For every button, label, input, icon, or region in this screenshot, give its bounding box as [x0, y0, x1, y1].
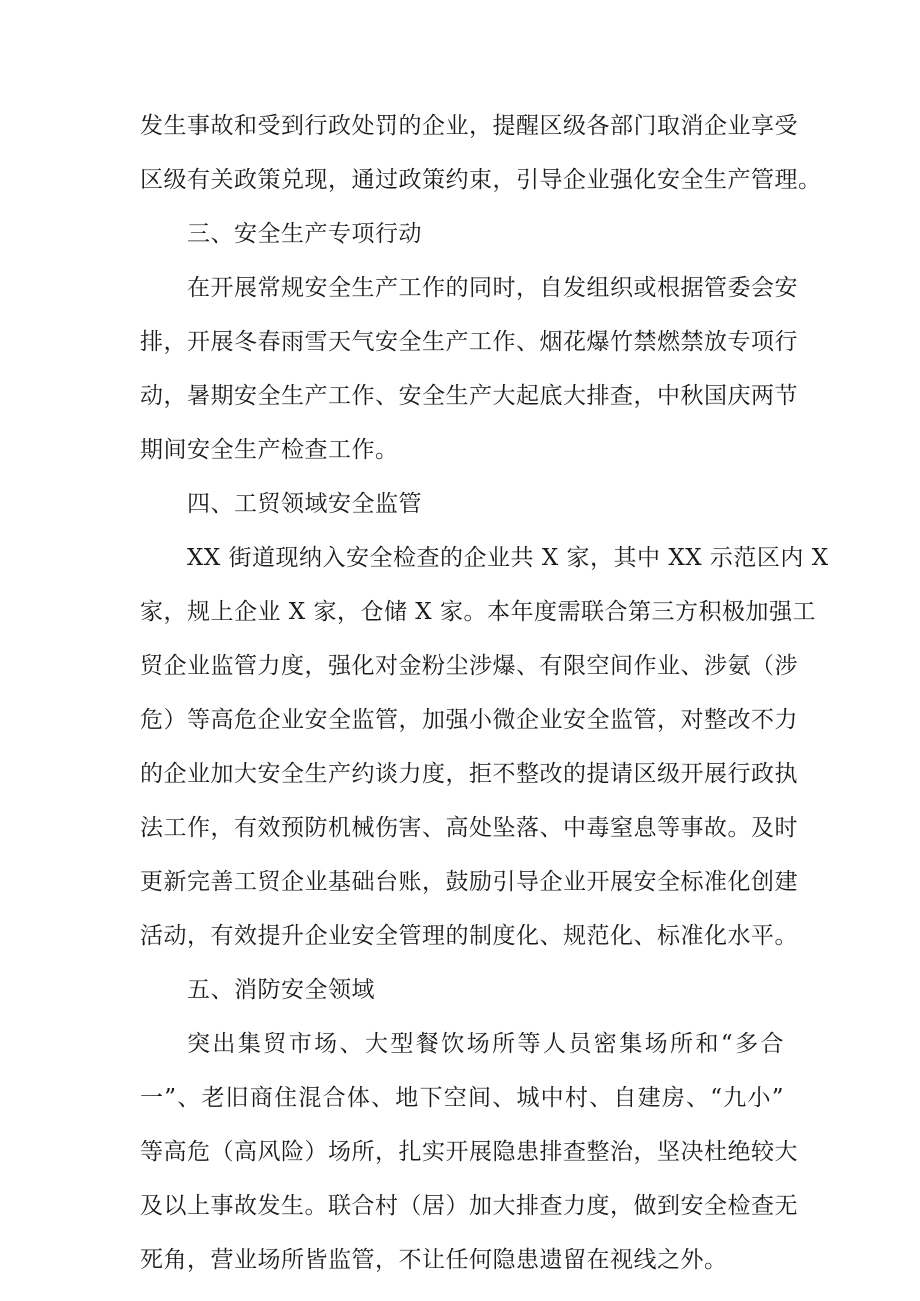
paragraph-line: 在开展常规安全生产工作的同时，自发组织或根据管委会安	[187, 275, 798, 301]
paragraph-line: XX 街道现纳入安全检查的企业共 X 家，其中 XX 示范区内 X	[187, 545, 829, 571]
paragraph-line: 死角，营业场所皆监管，不让任何隐患遗留在视线之外。	[140, 1247, 728, 1273]
paragraph-line: 发生事故和受到行政处罚的企业，提醒区级各部门取消企业享受	[140, 113, 798, 139]
paragraph-line: 活动，有效提升企业安全管理的制度化、规范化、标准化水平。	[140, 923, 798, 949]
paragraph-line: 更新完善工贸企业基础台账，鼓励引导企业开展安全标准化创建	[140, 869, 798, 895]
section-heading: 三、安全生产专项行动	[187, 221, 422, 247]
paragraph-line: 突出集贸市场、大型餐饮场所等人员密集场所和“多合	[187, 1031, 784, 1057]
paragraph-line: 动，暑期安全生产工作、安全生产大起底大排查，中秋国庆两节	[140, 383, 798, 409]
paragraph-line: 法工作，有效预防机械伤害、高处坠落、中毒窒息等事故。及时	[140, 815, 798, 841]
paragraph-line: 危）等高危企业安全监管，加强小微企业安全监管，对整改不力	[140, 707, 798, 733]
paragraph-line: 及以上事故发生。联合村（居）加大排查力度，做到安全检查无	[140, 1193, 798, 1219]
section-heading: 五、消防安全领域	[187, 977, 375, 1003]
paragraph-line: 等高危（高风险）场所，扎实开展隐患排查整治，坚决杜绝较大	[140, 1139, 798, 1165]
paragraph-line: 贸企业监管力度，强化对金粉尘涉爆、有限空间作业、涉氨（涉	[140, 653, 798, 679]
paragraph-line: 的企业加大安全生产约谈力度，拒不整改的提请区级开展行政执	[140, 761, 798, 787]
paragraph-line: 期间安全生产检查工作。	[140, 437, 399, 463]
paragraph-line: 家，规上企业 X 家，仓储 X 家。本年度需联合第三方积极加强工	[140, 599, 816, 625]
paragraph-line: 一”、老旧商住混合体、地下空间、城中村、自建房、“九小”	[140, 1085, 784, 1111]
paragraph-line: 区级有关政策兑现，通过政策约束，引导企业强化安全生产管理。	[140, 167, 822, 193]
section-heading: 四、工贸领域安全监管	[187, 491, 422, 517]
paragraph-line: 排，开展冬春雨雪天气安全生产工作、烟花爆竹禁燃禁放专项行	[140, 329, 798, 355]
